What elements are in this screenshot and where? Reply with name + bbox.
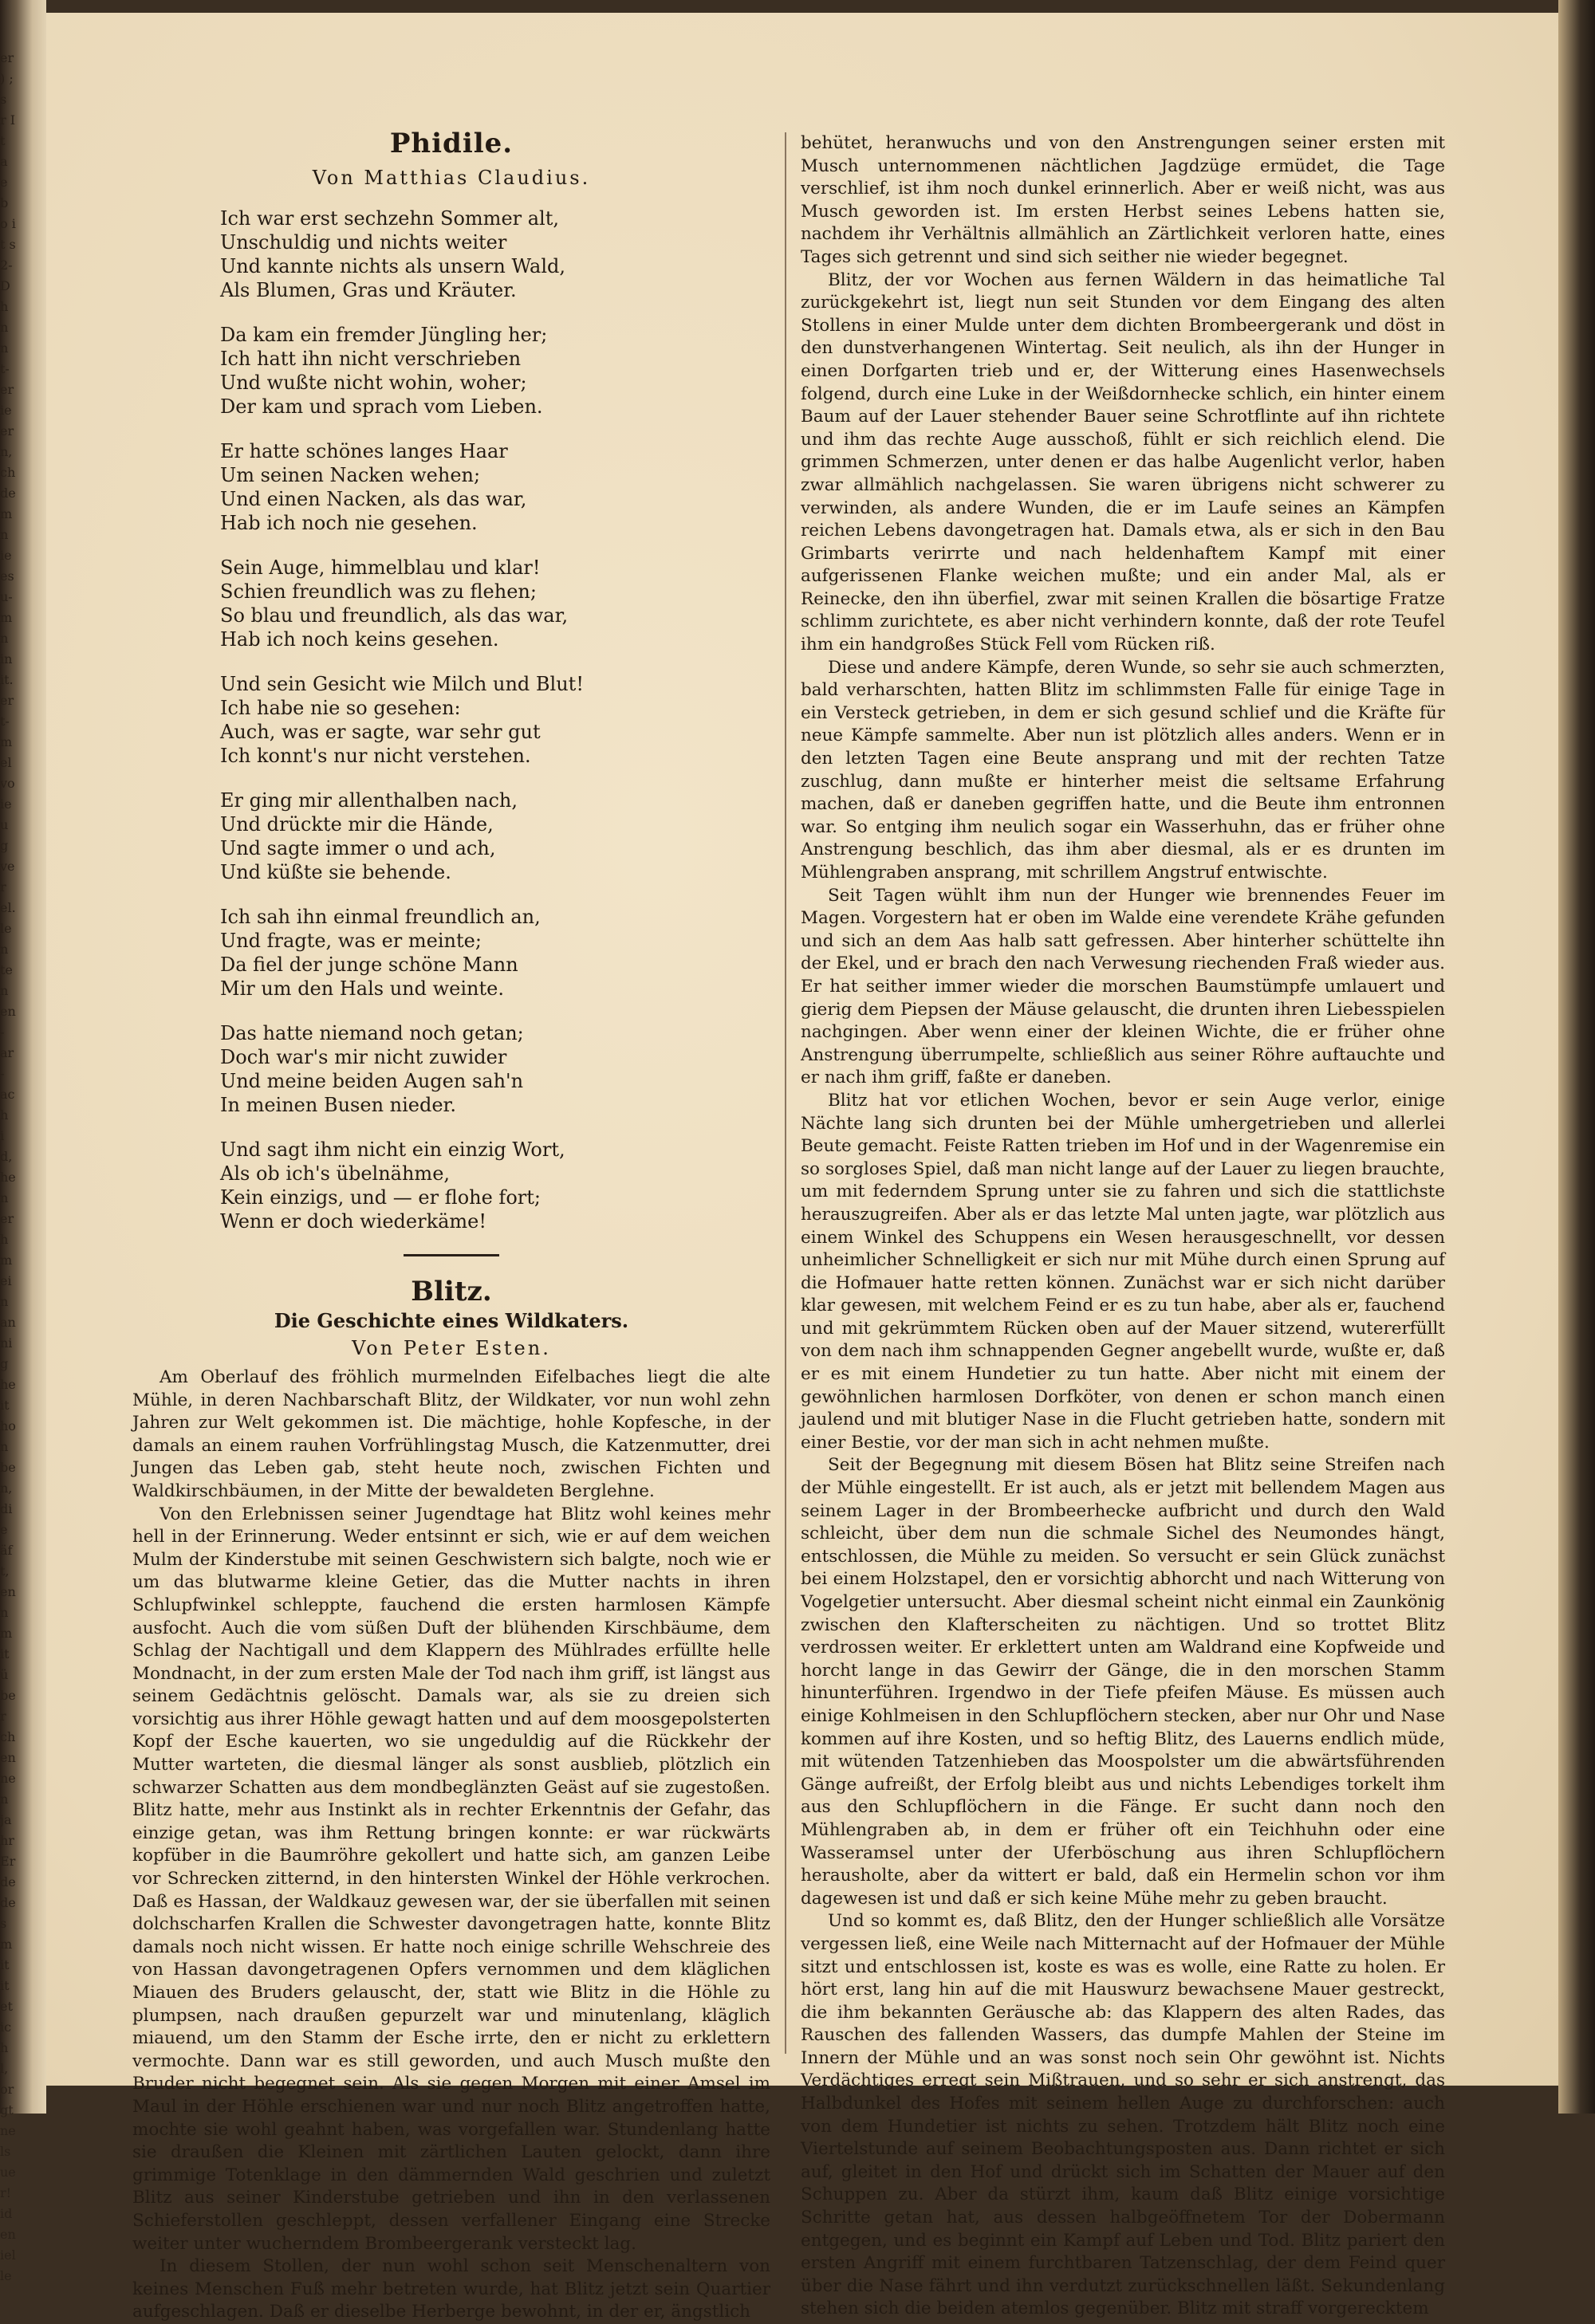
poem-stanza <box>220 905 770 1001</box>
story-paragraph: Diese und andere Kämpfe, deren Wunde, so sehr sie auch schmerzten, bald verharschten, hatten Blitz im schlimmsten Falle für einige Tage in ein Versteck getrieben, in dem er sich gesund schlief und die Kräfte für neue Kämpfe sammelte. Aber nun ist plötzlich alles anders. Wenn er in den letzten Tagen eine Beute ansprang und mit der rechten Tatze zuschlug, dann mußte er hinterher meist die seltsame Erfahrung machen, daß er daneben gegriffen hatte, und die Beute ihm entronnen war. So entging ihm neulich sogar ein Wasserhuhn, das er früher ohne Anstrengung beschlich, das ihm aber diesmal, als er es drunten im Mühlengraben ansprang, mit schrillem Angstruf entwischte. <box>801 657 1445 883</box>
story-paragraph: Blitz, der vor Wochen aus fernen Wäldern in das heimatliche Tal zurückgekehrt ist, liegt nun seit Stunden vor dem Eingang des alten Stollens in einer Mulde unter dem dichten Brombeergerank und döst in den dunstverhangenen Wintertag. Seit neulich, als ihn der Hunger in einen Dorfgarten trieb und er, der Witterung eines Hasenwechsels folgend, durch eine Luke in der Weißdornhecke schlich, ein hinter einem Baum auf der Lauer stehender Bauer seine Schrotflinte auf ihn richtete und ihm das rechte Auge ausschoß, fühlt er sich reichlich elend. Die grimmen Schmerzen, unter denen er das halbe Augenlicht verlor, haben zwar allmählich nachgelassen. Sie waren übrigens nicht schwerer zu verwinden, als andere Wunden, die er im Laufe seines an Kämpfen reichen Lebens davongetragen hat. Damals etwa, als er sich in den Bau Grimbarts verirrte und nach heldenhaftem Kampf mit einer aufgerissenen Flanke weichen mußte; und ein ander Mal, als er Reinecke, den ihn überfiel, zwar mit seinen Krallen die bösartige Fratze schlimm zurichtete, es aber nicht verhindern konnte, daß der rote Teufel ihm ein handgroßes Stück Fell vom Rücken riß. <box>801 269 1445 655</box>
poem-line: Mir um den Hals und weinte. <box>220 977 504 1001</box>
poem-line: Wenn er doch wiederkäme! <box>220 1210 487 1233</box>
poem-line: Ich habe nie so gesehen: <box>220 697 461 720</box>
poem-line: Ich konnt's nur nicht verstehen. <box>220 745 531 768</box>
poem-line: Und küßte sie behende. <box>220 861 451 884</box>
poem-line: Und meine beiden Augen sah'n <box>220 1070 524 1093</box>
story-author: Von Peter Esten. <box>352 1337 551 1360</box>
poem-line: Als Blumen, Gras und Kräuter. <box>220 279 517 302</box>
poem-line: Sein Auge, himmelblau und klar! <box>220 556 541 580</box>
poem-line: Hab ich noch nie gesehen. <box>220 512 478 535</box>
poem-line: Und wußte nicht wohin, woher; <box>220 372 527 395</box>
poem-stanza <box>220 1021 770 1117</box>
right-column <box>801 132 1445 2319</box>
poem-line: Schien freundlich was zu flehen; <box>220 580 537 604</box>
poem-line: Unschuldig und nichts weiter <box>220 231 507 254</box>
poem-line: Ich sah ihn einmal freundlich an, <box>220 906 541 929</box>
story-title: Blitz. <box>411 1276 492 1308</box>
poem-stanza <box>220 323 770 419</box>
poem-line: Und fragte, was er meinte; <box>220 930 482 953</box>
poem-line: Doch war's mir nicht zuwider <box>220 1046 507 1069</box>
poem-line: Und sein Gesicht wie Milch und Blut! <box>220 673 584 696</box>
poem-stanza <box>220 439 770 535</box>
story-subtitle: Die Geschichte eines Wildkaters. <box>274 1308 629 1332</box>
column-divider <box>785 132 786 2054</box>
poem-line: Da kam ein fremder Jüngling her; <box>220 324 548 347</box>
poem-title: Phidile. <box>389 128 514 159</box>
magazine-page <box>46 13 1565 2322</box>
book-binding <box>0 0 46 2283</box>
poem-line: Und drückte mir die Hände, <box>220 813 494 836</box>
poem-line: Das hatte niemand noch getan; <box>220 1022 524 1045</box>
poem-stanza <box>220 672 770 768</box>
poem-line: Ich war erst sechzehn Sommer alt, <box>220 207 560 230</box>
poem-stanza <box>220 788 770 884</box>
poem-line: Und sagt ihm nicht ein einzig Wort, <box>220 1138 565 1162</box>
poem-stanzas <box>132 206 770 1233</box>
story-paragraph: Und so kommt es, daß Blitz, den der Hunger schließlich alle Vorsätze vergessen ließ, eine Weile nach Mitternacht auf der Hofmauer der Mühle sitzt und entschlossen ist, koste es was es wolle, eine Ratte zu holen. Er hört erst, lang hin auf die mit Hauswurz bewachsene Mauer gestreckt, die ihm bekannten Geräusche ab: das Klappern des alten Rades, das Rauschen des fallenden Wassers, das dumpfe Mahlen der Steine im Innern der Mühle und an was sonst noch sein Ohr gewöhnt ist. Nichts Verdächtiges erregt sein Mißtrauen, und so sehr er sich anstrengt, das Halbdunkel des Hofes mit seinem hellen Auge zu durchforschen: auch von dem Hundetier ist nichts zu sehen. Trotzdem hält Blitz noch eine Viertelstunde auf seinem Beobachtungsposten aus. Dann richtet er sich auf, gleitet in den Hof und drückt sich im Schatten der Mauer auf den Schuppen zu. Aber da stürzt ihm, kaum daß Blitz einige vorsichtige Schritte getan hat, aus dessen halbgeöffnetem Tor der Dobermann entgegen, und es beginnt ein Kampf auf Leben und Tod. Blitz pariert den ersten Angriff mit einem furchtbaren Tatzenschlag, der dem Feind quer über die Nase fährt und ihn verdutzt zurückschnellen läßt. Sekundenlang stehen sich die beiden atemlos gegenüber. Blitz mit straff vorgerecktem <box>801 1911 1445 2319</box>
poem-line: Als ob ich's übelnähme, <box>220 1162 451 1186</box>
poem-line: Und einen Nacken, als das war, <box>220 488 527 511</box>
poem-line: Und sagte immer o und ach, <box>220 837 496 860</box>
poem-line: Um seinen Nacken wehen; <box>220 464 481 487</box>
story-paragraph: Von den Erlebnissen seiner Jugendtage hat Blitz wohl keines mehr hell in der Erinnerung. Weder entsinnt er sich, wie er auf dem weichen Mulm der Kinderstube mit seinen Geschwistern sich balgte, noch wie er um das blutwarme kleine Getier, das die Mutter nachts in ihren Schlupfwinkel schleppte, fauchend die ersten harmlosen Kämpfe ausfocht. Auch die vom süßen Duft der blühenden Kirschbäume, dem Schlag der Nachtigall und dem Klappern des Mühlrades erfüllte helle Mondnacht, in der zum ersten Male der Tod nach ihm griff, ist längst aus seinem Gedächtnis gelöscht. Damals war, als sie zu dreien sich vorsichtig aus ihrer Höhle gewagt hatten und auf dem moosgepolsterten Kopf der Esche kauerten, wo sie ungeduldig auf die Rückkehr der Mutter warteten, die diesmal länger als sonst ausblieb, plötzlich ein schwarzer Schatten aus dem mondbeglänzten Geäst auf sie zugestoßen. Blitz hatte, mehr aus Instinkt als in rechter Erkenntnis der Gefahr, das einzige getan, was ihm Rettung bringen konnte: er war rückwärts kopfüber in die Baumröhre gekollert und hatte sich, am ganzen Leibe vor Schrecken zitternd, in den hintersten Winkel der Höhle verkrochen. Daß es Hassan, der Waldkauz gewesen war, der sie überfallen mit seinen dolchscharfen Krallen die Schwester davongetragen hatte, konnte Blitz damals noch nicht wissen. Er hatte noch einige schrille Wehschreie des von Hassan davongetragenen Opfers vernommen und dem kläglichen Miauen des Bruders gelauscht, der, statt wie Blitz in die Höhle zu plumpsen, nach draußen gepurzelt war und minutenlang, kläglich miauend, um den Stamm der Esche irrte, den er nicht zu erklettern vermochte. Dann war es still geworden, und auch Musch mußte den Bruder nicht begegnet sein. Als sie gegen Morgen mit einer Amsel im Maul in der Höhle erschienen war und nur noch Blitz angetroffen hatte, mochte sie wohl geahnt haben, was vorgefallen war. Stundenlang hatte sie draußen die Kleinen mit zärtlichen Lauten gelockt, dann ihre grimmige Totenklage in den dämmernden Wald geschrien und zuletzt Blitz aus seiner Kinderstube getrieben und ihn in den verlassenen Schieferstollen geschleppt, dessen verfallener Eingang eine Strecke weiter unter wucherndem Brombeergerank versteckt lag. <box>132 1504 770 2254</box>
story-paragraph: Blitz hat vor etlichen Wochen, bevor er sein Auge verlor, einige Nächte lang sich drunten bei der Mühle umhergetrieben und allerlei Beute gemacht. Feiste Ratten trieben im Hof und in der Wagenremise ein so sorgloses Spiel, daß man nicht lange auf der Lauer zu liegen brauchte, um mit federndem Sprung unter sie zu fahren und sich die stattlichste herauszugreifen. Aber als er das letzte Mal unten jagte, war plötzlich aus einem Winkel des Schuppens ein Wesen herausgeschnellt, vor dessen unheimlicher Schnelligkeit er sich nur mit Mühe durch einen Sprung auf die Hofmauer hatte retten können. Zunächst war er sich nicht darüber klar gewesen, mit welchem Feind er es zu tun habe, aber als er, fauchend und mit gekrümmtem Rücken oben auf der Mauer sitzend, wutererfüllt von dem nach ihm schnappenden Gegner angebellt wurde, wußte er, daß er es mit einem Hundetier zu tun hatte. Aber nicht mit einem der gewöhnlichen harmlosen Dorfköter, von denen er schon manch einen jaulend und mit blutiger Nase in die Flucht getrieben hatte, sondern mit einer Bestie, vor der man sich in acht nehmen mußte. <box>801 1090 1445 1453</box>
book-edge <box>1558 0 1595 2114</box>
story-paragraph: Seit Tagen wühlt ihm nun der Hunger wie brennendes Feuer im Magen. Vorgestern hat er oben im Walde eine verendete Krähe gefunden und sich an dem Aas halb satt gefressen. Aber hinterher schüttelte ihn der Ekel, und er brach den nach Verwesung riechenden Fraß wieder aus. Er hat seither immer wieder die morschen Baumstümpfe umlauert und gierig dem Piepsen der Mäuse gelauscht, die drunten ihren Liebesspielen nachgingen. Aber wenn einer der kleinen Wichte, die er früher ohne Anstrengung überrumpelte, schließlich aus seiner Röhre auftauchte und er nach ihm griff, faßte er daneben. <box>801 885 1445 1088</box>
story-paragraph: Seit der Begegnung mit diesem Bösen hat Blitz seine Streifen nach der Mühle eingestellt. Er ist auch, als er jetzt mit bellendem Magen aus seinem Lager in der Brombeerhecke aufbricht und durch den Wald schleicht, über dem nun die schmale Sichel des Neumondes hängt, entschlossen, die Mühle zu meiden. So versucht er sein Glück zunächst bei einem Holzstapel, den er vorsichtig abhorcht und nach Witterung von Vogelgetier untersucht. Aber diesmal scheint nicht einmal ein Zaunkönig zwischen den Klafterscheiten zu nächtigen. Und so trottet Blitz verdrossen weiter. Er erklettert unten am Waldrand eine Kopfweide und horcht lange in das Gewirr der Gänge, die in den morschen Stamm hinunterführen. Irgendwo in der Tiefe pfeifen Mäuse. Es müssen auch einige Kohlmeisen in den Schlupflöchern stecken, aber nur Ohr und Nase kommen auf ihre Kosten, und so heftig Blitz, des Lauerns endlich müde, mit wütenden Tatzenhieben das Moospolster um die abwärtsführenden Gänge aufreißt, der Erfolg bleibt aus und nichts Lebendiges torkelt ihm aus den Schlupflöchern in die Fänge. Er sucht dann noch den Mühlengraben ab, in dem er früher oft ein Teichhuhn oder eine Wasseramsel unter der Uferböschung aus ihren Schlupflöchern herausholte, aber da wittert er bald, daß ein Hermelin schon vor ihm dagewesen ist und daß er sich keine Mühe mehr zu geben braucht. <box>801 1455 1445 1909</box>
poem-line: Da fiel der junge schöne Mann <box>220 954 518 977</box>
poem-line: Und kannte nichts als unsern Wald, <box>220 255 566 278</box>
left-column <box>132 124 770 2322</box>
poem-line: Kein einzigs, und — er flohe fort; <box>220 1186 541 1209</box>
poem-stanza <box>220 206 770 302</box>
poem-line: Der kam und sprach vom Lieben. <box>220 395 543 419</box>
poem-line: Ich hatt ihn nicht verschrieben <box>220 348 522 371</box>
poem-line: So blau und freundlich, als das war, <box>220 604 569 627</box>
poem-line: Hab ich noch keins gesehen. <box>220 628 499 651</box>
adjacent-page-fragments: er ) ; s r I t a e b o it s 2- D h n n t- er ie er n, ch de m n ie es u- m n in it. er t- m el vo ie ug ver el. len ten en- ar- ach id, hen er hm ein an nig heit hon ben, die äft, enn mit über chen nen jahr Erde des mit itet ichl, orgt nels uer! iden ielle <box>0 50 16 2283</box>
poem-line: Er ging mir allenthalben nach, <box>220 789 518 812</box>
story-paragraph: behütet, heranwuchs und von den Anstrengungen seiner ersten mit Musch unternommenen nächtlichen Jagdzüge ermüdet, die Tage verschlief, ist ihm noch dunkel erinnerlich. Aber er weiß nicht, was aus Musch geworden ist. Im ersten Herbst seines Lebens hatten sie, nachdem ihr Verhältnis allmählich an Zärtlichkeit verloren hatte, eines Tages sich getrennt und sind sich seither nie wieder begegnet. <box>801 133 1445 267</box>
poem-line: Auch, was er sagte, war sehr gut <box>220 721 541 744</box>
poem-stanza <box>220 1138 770 1233</box>
poem-line: In meinen Busen nieder. <box>220 1094 457 1117</box>
story-paragraph: In diesem Stollen, der nun wohl schon seit Menschenaltern von keines Menschen Fuß mehr betreten wurde, hat Blitz jetzt sein Quartier aufgeschlagen. Daß er dieselbe Herberge bewohnt, in der er, ängstlich <box>132 2256 770 2322</box>
story-paragraph: Am Oberlauf des fröhlich murmelnden Eifelbaches liegt die alte Mühle, in deren Nachbarschaft Blitz, der Wildkater, vor nun wohl zehn Jahren zur Welt gekommen ist. Die mächtige, hohle Kopfesche, in der damals an einem rauhen Vorfrühlingstag Musch, die Katzenmutter, drei Jungen das Leben gab, steht heute noch, zwischen Fichten und Waldkirschbäumen, in der Mitte der bewaldeten Berglehne. <box>132 1366 770 1501</box>
poem-author: Von Matthias Claudius. <box>312 166 591 189</box>
section-divider <box>404 1254 499 1256</box>
poem-line: Er hatte schönes langes Haar <box>220 440 508 463</box>
poem-stanza <box>220 556 770 651</box>
